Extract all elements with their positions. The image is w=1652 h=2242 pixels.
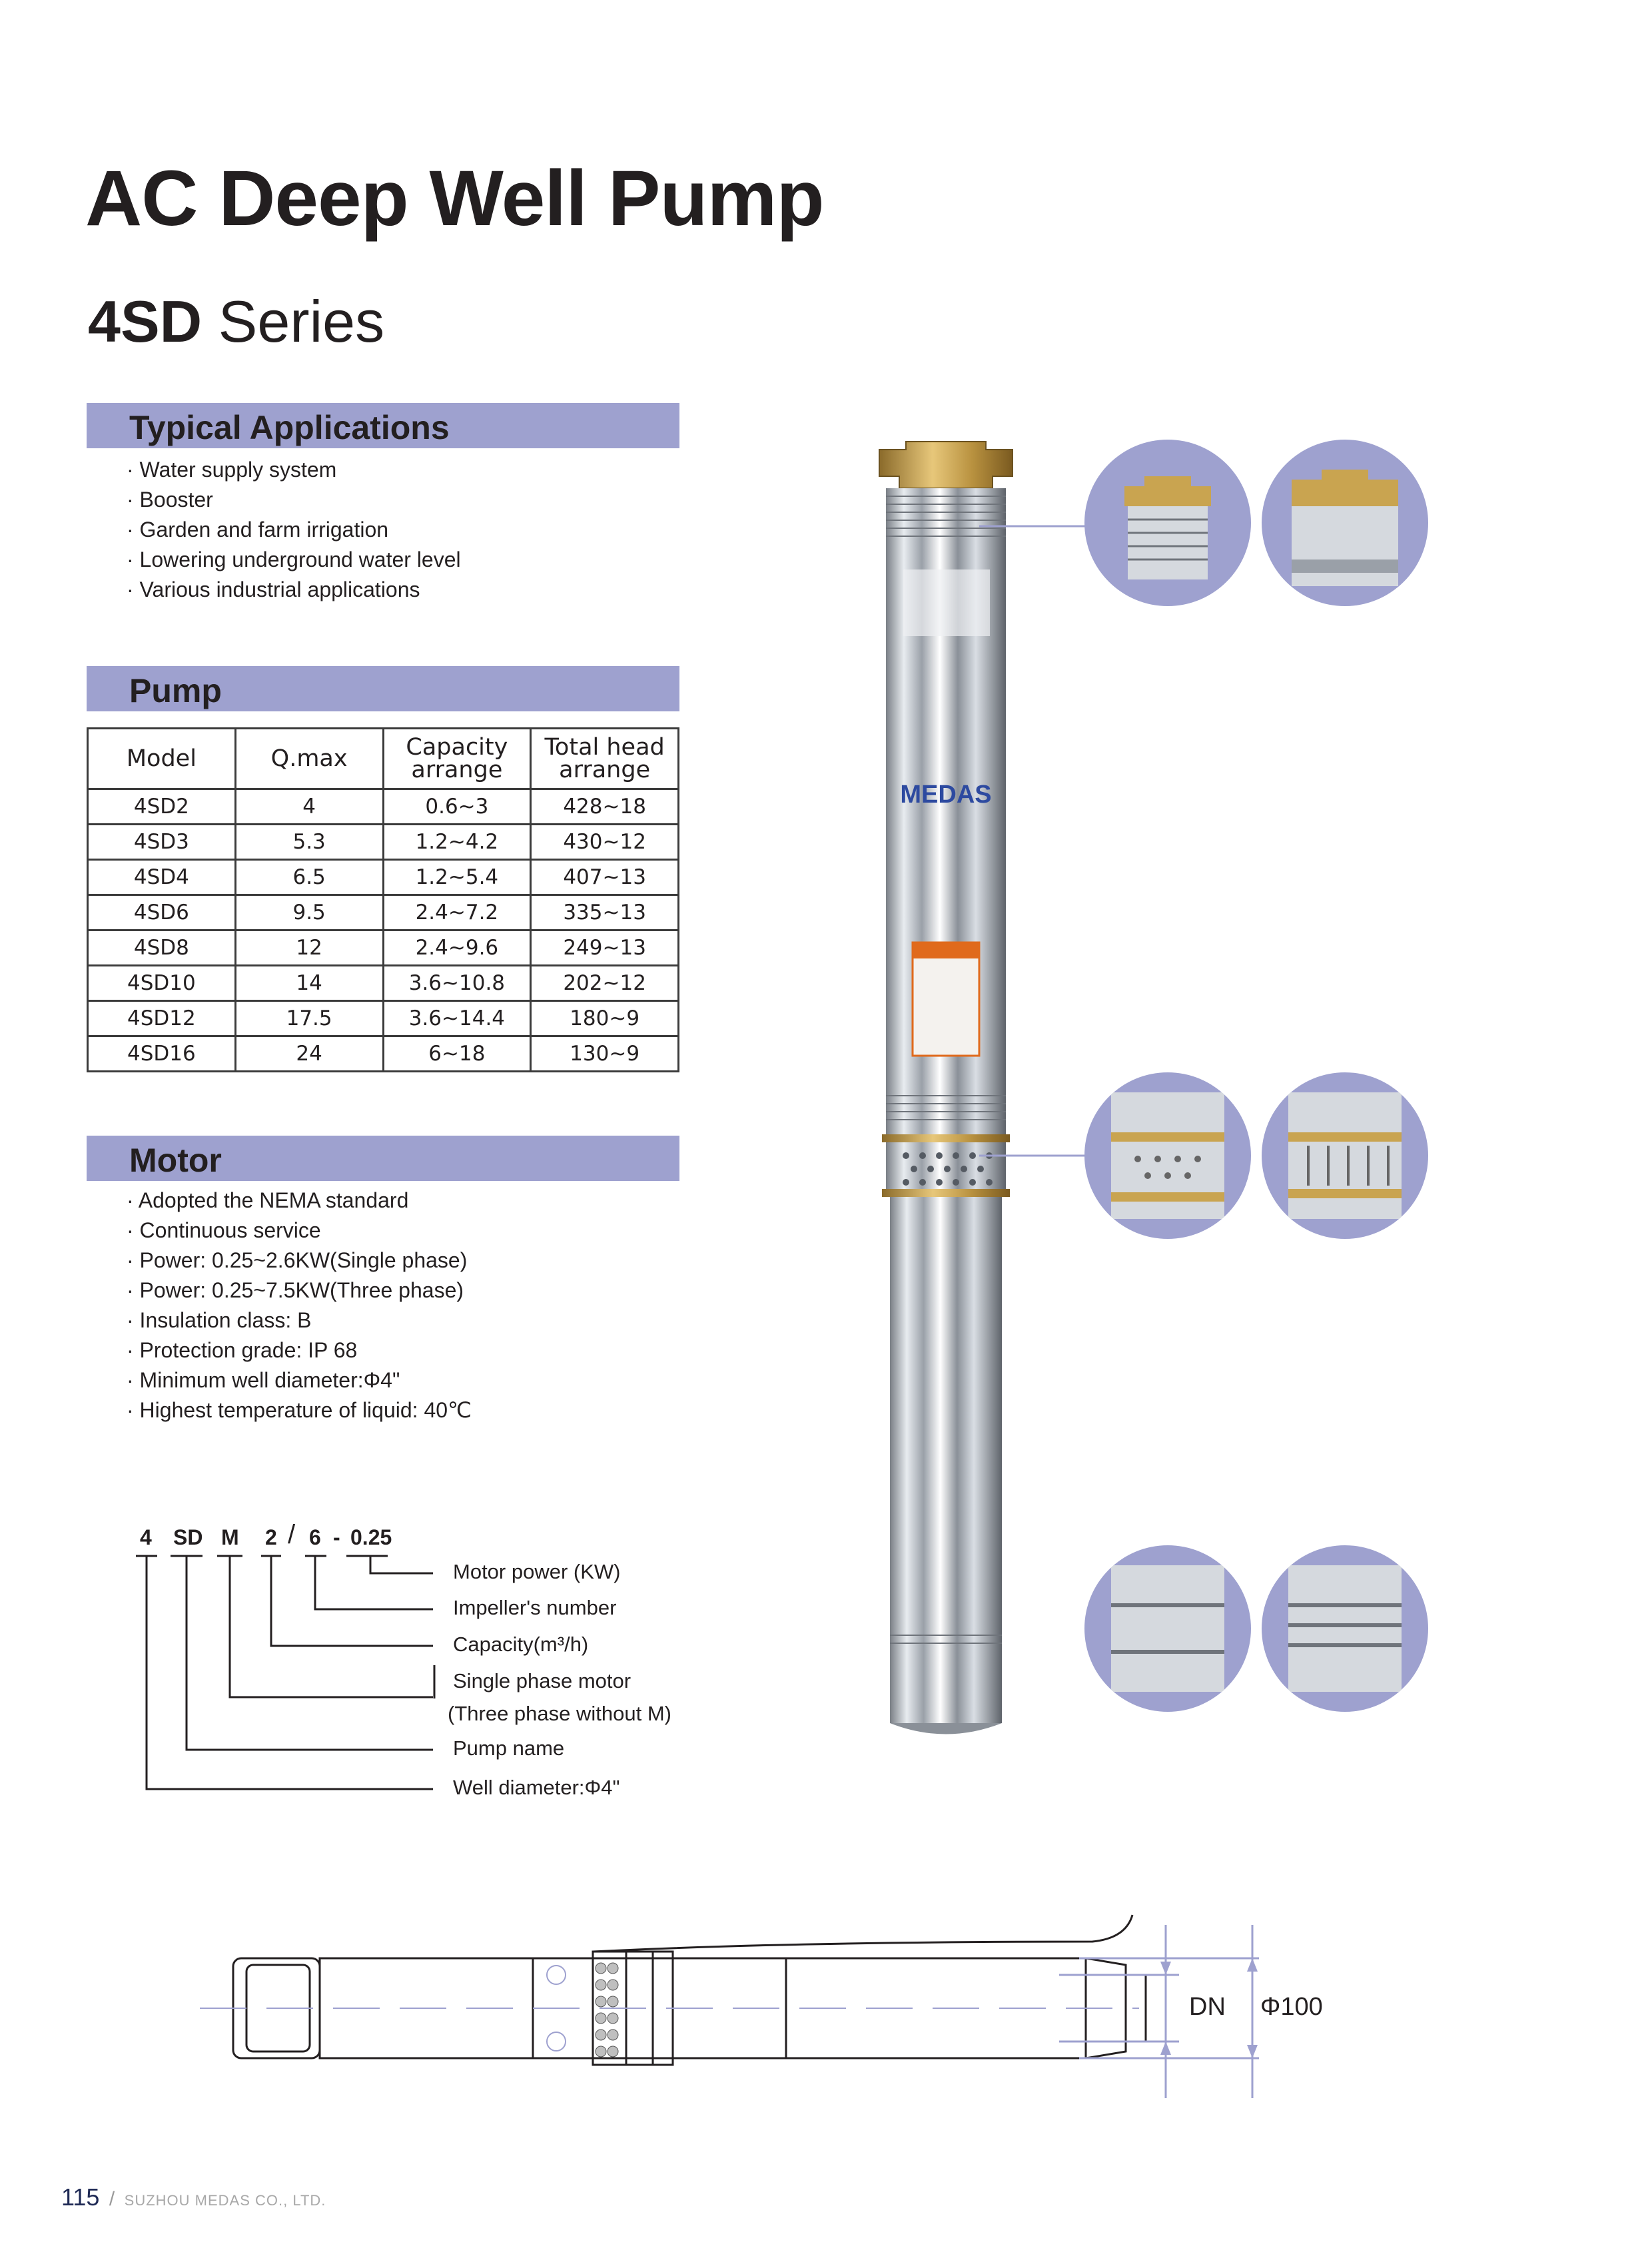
table-cell: 9.5 — [235, 895, 383, 931]
code-part: 4 — [140, 1525, 152, 1549]
page-number: 115 — [61, 2183, 100, 2211]
table-cell: 3.6~14.4 — [383, 1001, 531, 1036]
table-cell: 4SD8 — [88, 931, 236, 966]
footer — [61, 2183, 326, 2211]
table-cell: 4SD10 — [88, 966, 236, 1001]
list-item: · Power: 0.25~7.5KW(Three phase) — [127, 1276, 472, 1306]
code-label-impeller: Impeller's number — [453, 1596, 617, 1619]
series-code: 4SD — [88, 288, 203, 354]
code-label-single-phase: Single phase motor — [453, 1669, 631, 1692]
table-cell: 202~12 — [531, 966, 679, 1001]
table-cell: 4 — [235, 789, 383, 825]
code-part: M — [221, 1525, 239, 1549]
table-cell: 3.6~10.8 — [383, 966, 531, 1001]
table-cell: 407~13 — [531, 860, 679, 895]
table-cell: 14 — [235, 966, 383, 1001]
code-part: SD — [173, 1525, 203, 1549]
table-cell: 1.2~5.4 — [383, 860, 531, 895]
table-cell: 4SD6 — [88, 895, 236, 931]
list-item: · Minimum well diameter:Φ4" — [127, 1365, 472, 1395]
table-cell: 4SD12 — [88, 1001, 236, 1036]
applications-heading: Typical Applications — [129, 409, 450, 446]
column-header: Model — [88, 729, 236, 789]
list-item: · Power: 0.25~2.6KW(Single phase) — [127, 1246, 472, 1276]
table-cell: 12 — [235, 931, 383, 966]
table-cell: 130~9 — [531, 1036, 679, 1072]
page-title: AC Deep Well Pump — [85, 155, 824, 242]
code-label-pump-name: Pump name — [453, 1736, 565, 1760]
column-header: Capacity arrange — [383, 729, 531, 789]
table-cell: 24 — [235, 1036, 383, 1072]
code-label-well-diameter: Well diameter:Φ4" — [453, 1776, 620, 1799]
code-label-three-phase: (Three phase without M) — [448, 1702, 671, 1725]
detail-intake-front — [1084, 1072, 1251, 1239]
list-item: · Various industrial applications — [127, 575, 461, 605]
table-cell: 1.2~4.2 — [383, 825, 531, 860]
table-cell: 4SD16 — [88, 1036, 236, 1072]
pump-heading: Pump — [129, 672, 222, 709]
code-part: - — [333, 1525, 340, 1549]
detail-outlet-side — [1262, 440, 1428, 606]
code-part: / — [288, 1520, 296, 1549]
detail-motor-side — [1262, 1545, 1428, 1712]
code-part: 6 — [309, 1525, 321, 1549]
table-cell: 17.5 — [235, 1001, 383, 1036]
table-cell: 0.6~3 — [383, 789, 531, 825]
motor-heading: Motor — [129, 1142, 222, 1179]
table-cell: 5.3 — [235, 825, 383, 860]
table-cell: 430~12 — [531, 825, 679, 860]
list-item: · Protection grade: IP 68 — [127, 1335, 472, 1365]
list-item: · Garden and farm irrigation — [127, 515, 461, 545]
table-cell: 6~18 — [383, 1036, 531, 1072]
dimension-drawing — [193, 1912, 1299, 2105]
list-item: · Insulation class: B — [127, 1306, 472, 1335]
detail-outlet-front — [1084, 440, 1251, 606]
brand-logo: MEDAS — [900, 781, 992, 809]
table-cell: 2.4~7.2 — [383, 895, 531, 931]
column-header: Total head arrange — [531, 729, 679, 789]
footer-separator: / — [109, 2188, 115, 2210]
code-label-capacity: Capacity(m³/h) — [453, 1633, 589, 1656]
series-word: Series — [218, 288, 385, 354]
table-cell: 180~9 — [531, 1001, 679, 1036]
code-label-motor-power: Motor power (KW) — [453, 1560, 621, 1583]
diameter-label: Φ100 — [1260, 1993, 1323, 2021]
list-item: · Continuous service — [127, 1216, 472, 1246]
table-cell: 4SD4 — [88, 860, 236, 895]
detail-motor-front — [1084, 1545, 1251, 1712]
table-cell: 428~18 — [531, 789, 679, 825]
detail-intake-side — [1262, 1072, 1428, 1239]
table-cell: 2.4~9.6 — [383, 931, 531, 966]
table-cell: 6.5 — [235, 860, 383, 895]
dn-label: DN — [1189, 1993, 1226, 2021]
list-item: · Highest temperature of liquid: 40℃ — [127, 1395, 472, 1425]
table-cell: 4SD2 — [88, 789, 236, 825]
code-part: 0.25 — [350, 1525, 392, 1549]
detail-pointer-lines — [973, 520, 1106, 1652]
table-cell: 249~13 — [531, 931, 679, 966]
list-item: · Lowering underground water level — [127, 545, 461, 575]
company-name: SUZHOU MEDAS CO., LTD. — [124, 2192, 326, 2209]
table-cell: 335~13 — [531, 895, 679, 931]
table-cell: 4SD3 — [88, 825, 236, 860]
list-item: · Adopted the NEMA standard — [127, 1186, 472, 1216]
list-item: · Booster — [127, 485, 461, 515]
column-header: Q.max — [235, 729, 383, 789]
code-connector-lines — [0, 0, 733, 1812]
code-part: 2 — [265, 1525, 277, 1549]
list-item: · Water supply system — [127, 455, 461, 485]
